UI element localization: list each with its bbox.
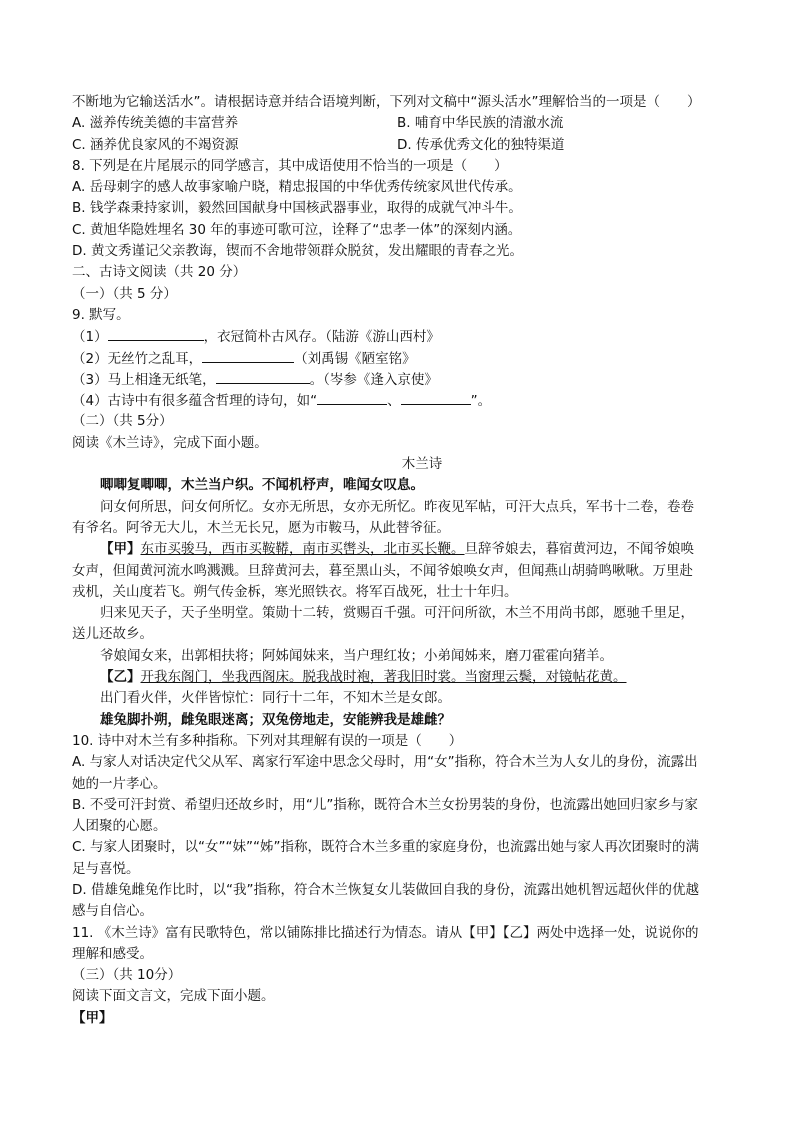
poem-para-7: 出门看火伴，火伴皆惊忙：同行十二年，不知木兰是女郎。 (100, 690, 451, 707)
q7-options-row2 (72, 135, 732, 156)
part2-intro: 阅读《木兰诗》，完成下面小题。 (72, 434, 268, 451)
q8-stem: 8. 下列是在片尾展示的同学感言，其中成语使用不恰当的一项是（ ） (72, 157, 508, 174)
section2-heading: 二、古诗文阅读（共 20 分） (72, 264, 247, 281)
poem-para-3: 【甲】东市买骏马，西市买鞍鞯，南市买辔头，北市买长鞭。旦辞爷娘去，暮宿黄河边，不闻爷娘唤 (100, 541, 694, 558)
q7-options-row1 (72, 113, 732, 134)
part1-heading: （一）（共 5 分） (72, 285, 177, 302)
q8-option-c: C. 黄旭华隐姓埋名 30 年的事迹可歌可泣，诠释了“忠孝一体”的深刻内涵。 (72, 221, 522, 238)
q9-line3: （3）马上相逢无纸笔， 。（岑参《逢入京使》 (72, 369, 732, 390)
poem-para-3-cont2: 戎机，关山度若飞。朔气传金柝，寒光照铁衣。将军百战死，壮士十年归。 (72, 583, 518, 600)
q9-line4: （4）古诗中有很多蕴含哲理的诗句，如“ 、 ”。 (72, 390, 732, 411)
q8-option-d: D. 黄文秀谨记父亲教诲，锲而不舍地带领群众脱贫，发出耀眼的青春之光。 (72, 243, 523, 260)
part3-intro: 阅读下面文言文，完成下面小题。 (72, 988, 275, 1005)
exam-page (72, 92, 732, 1029)
q10-option-b: B. 不受可汗封赏、希望归还故乡时，用“儿”指称，既符合木兰女扮男装的身份，也流露出她回归家乡与家 (72, 796, 698, 813)
poem-para-8: 雄兔脚扑朔，雌兔眼迷离；双兔傍地走，安能辨我是雄雌？ (100, 711, 451, 728)
q7-option-a: A. 滋养传统美德的丰富营养 (72, 115, 239, 132)
q10-option-d-cont: 感与自信心。 (72, 903, 153, 920)
yi-marker: 【乙】 (100, 669, 141, 686)
q9-stem: 9. 默写。 (72, 306, 130, 323)
q10-option-c-cont: 足与喜悦。 (72, 860, 140, 877)
poem-para-4-cont: 送儿还故乡。 (72, 626, 153, 643)
q8-option-a: A. 岳母刺字的感人故事家喻户晓，精忠报国的中华优秀传统家风世代传承。 (72, 179, 522, 196)
poem-para-3-cont1: 女声，但闻黄河流水鸣溅溅。旦辞黄河去，暮至黑山头，不闻爷娘唤女声，但闻燕山胡骑鸣啾啾。万里赴 (72, 562, 693, 579)
part2-heading: （二）（共 5分） (72, 413, 173, 430)
poem-para-4: 归来见天子，天子坐明堂。策勋十二转，赏赐百千强。可汗问所欲，木兰不用尚书郎，愿驰千里足， (100, 605, 694, 622)
answer-blank[interactable] (216, 369, 310, 384)
q10-option-d: D. 借雄兔雌兔作比时，以“我”指称，符合木兰恢复女儿装做回自我的身份，流露出她机智远超伙伴的优越 (72, 881, 699, 898)
poem-para-6 (72, 667, 732, 688)
q7-option-b: B. 哺育中华民族的清澈水流 (397, 115, 564, 132)
q10-option-a-cont: 她的一片孝心。 (72, 775, 167, 792)
poem-para-2-cont: 有爷名。阿爷无大儿，木兰无长兄，愿为市鞍马，从此替爷征。 (72, 519, 450, 536)
yi-underlined-text: 开我东阁门，坐我西阁床。脱我战时袍，著我旧时裳。当窗理云鬓，对镜帖花黄。 (140, 669, 627, 686)
q7-option-c: C. 涵养优良家风的不竭资源 (72, 136, 239, 153)
q7-stem-tail: 不断地为它输送活水”。请根据诗意并结合语境判断，下列对文稿中“源头活水”理解恰当的一项是（ ） (72, 94, 701, 110)
q10-option-a: A. 与家人对话决定代父从军、离家行军途中思念父母时，用“女”指称，符合木兰为人女儿的身份，流露出 (72, 754, 698, 771)
q11-stem: 11. 《木兰诗》富有民歌特色，常以铺陈排比描述行为情态。请从【甲】【乙】两处中选择一处，说说你的 (72, 924, 699, 941)
answer-blank[interactable] (317, 390, 387, 405)
poem-para-1: 唧唧复唧唧，木兰当户织。不闻机杼声，唯闻女叹息。 (100, 477, 424, 494)
answer-blank[interactable] (401, 390, 471, 405)
q9-line1: （1） ，衣冠简朴古风存。（陆游《游山西村》 (72, 326, 732, 347)
q11-stem-cont: 理解和感受。 (72, 945, 153, 962)
jia-passage-marker: 【甲】 (72, 1009, 113, 1026)
answer-blank[interactable] (108, 326, 204, 341)
jia-marker: 【甲】 (100, 541, 141, 558)
q10-option-c: C. 与家人团聚时，以“女”“妹”“姊”指称，既符合木兰多重的家庭身份，也流露出她与家人再次团聚时的满 (72, 839, 699, 856)
poem-title: 木兰诗 (401, 456, 443, 473)
q7-option-d: D. 传承优秀文化的独特渠道 (397, 136, 565, 153)
q10-option-b-cont: 人团聚的心愿。 (72, 818, 167, 835)
answer-blank[interactable] (202, 348, 294, 363)
poem-para-5: 爷娘闻女来，出郭相扶将；阿姊闻妹来，当户理红妆；小弟闻姊来，磨刀霍霍向猪羊。 (100, 647, 613, 664)
poem-para-2: 问女何所思，问女何所忆。女亦无所思，女亦无所忆。昨夜见军帖，可汗大点兵，军书十二卷，卷卷 (100, 498, 694, 515)
q8-option-b: B. 钱学森秉持家训，毅然回国献身中国核武器事业，取得的成就气冲斗牛。 (72, 200, 522, 217)
q10-stem: 10. 诗中对木兰有多种指称。下列对其理解有误的一项是（ ） (72, 732, 463, 749)
part3-heading: （三）（共 10分） (72, 967, 182, 984)
q9-line2: （2）无丝竹之乱耳， （刘禹锡《陋室铭》 (72, 348, 732, 369)
jia-underlined-text: 东市买骏马，西市买鞍鞯，南市买辔头，北市买长鞭。 (140, 541, 465, 558)
